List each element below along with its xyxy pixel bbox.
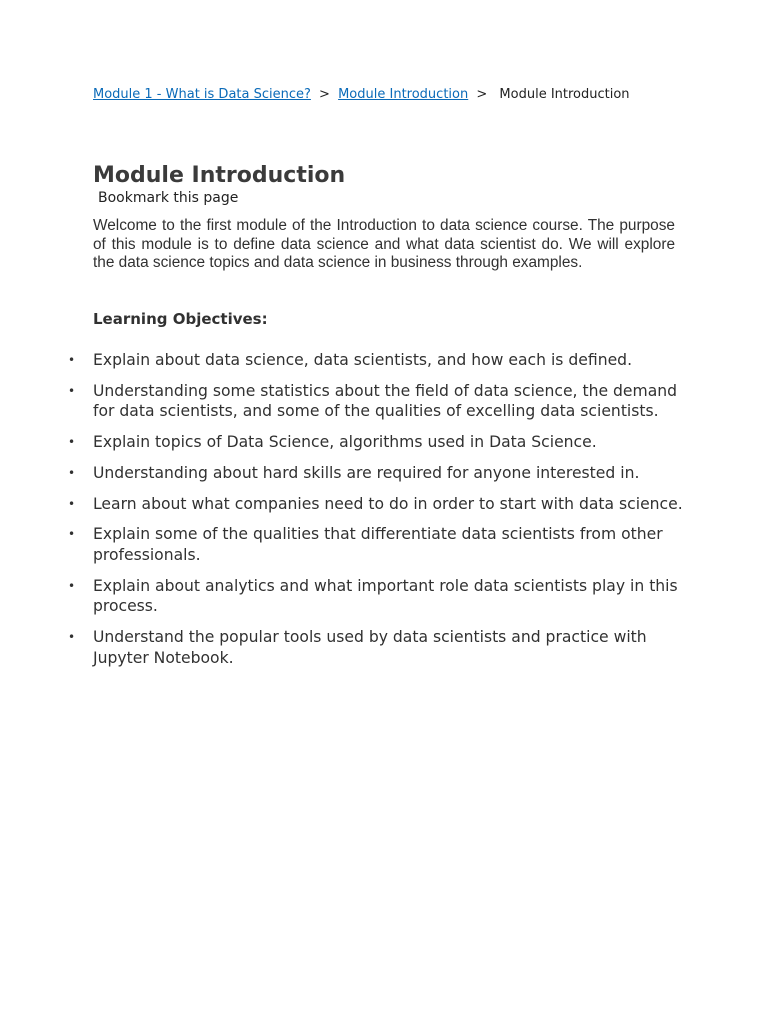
objective-text: Explain about analytics and what important role data scientists play in this process.	[93, 576, 678, 616]
bullet-icon: •	[68, 435, 76, 450]
objective-text: Understanding some statistics about the field of data science, the demand for data scientists, and some of the qualities of excelling data scientists.	[93, 381, 678, 421]
list-item	[68, 494, 683, 515]
page-title: Module Introduction	[93, 163, 346, 188]
list-item	[68, 432, 683, 453]
breadcrumb-separator: >	[319, 87, 330, 102]
objectives-list	[68, 350, 683, 678]
objective-text: Explain about data science, data scientists, and how each is defined.	[93, 351, 633, 369]
bookmark-label: Bookmark this page	[98, 190, 239, 206]
bullet-icon: •	[68, 578, 76, 593]
list-item	[68, 350, 683, 371]
course-page	[68, 86, 683, 667]
bullet-icon: •	[68, 353, 76, 367]
bullet-icon: •	[68, 630, 76, 645]
breadcrumb-link-section[interactable]: Module Introduction	[338, 87, 469, 102]
breadcrumb-link-module[interactable]: Module 1 - What is Data Science?	[93, 87, 311, 102]
breadcrumb-current: Module Introduction	[499, 87, 630, 102]
bullet-icon: •	[68, 465, 76, 480]
list-item	[68, 576, 683, 617]
list-item	[68, 381, 683, 422]
list-item	[68, 463, 683, 484]
objective-text: Learn about what companies need to do in order to start with data science.	[93, 494, 683, 513]
list-item	[68, 627, 683, 668]
objectives-heading: Learning Objectives:	[93, 310, 268, 328]
objective-text: Explain some of the qualities that differentiate data scientists from other professionals.	[93, 525, 663, 564]
breadcrumb	[93, 86, 675, 104]
intro-paragraph: Welcome to the first module of the Introduction to data science course. The purpose of this module is to define data science and what data scientist do. We will explore the data science topics and data science in business through examples.	[93, 217, 675, 271]
bullet-icon: •	[68, 383, 76, 398]
bullet-icon: •	[68, 496, 76, 511]
objective-text: Explain topics of Data Science, algorithms used in Data Science.	[93, 433, 597, 452]
objective-text: Understanding about hard skills are required for anyone interested in.	[93, 463, 640, 482]
bullet-icon: •	[68, 527, 76, 542]
list-item	[68, 524, 683, 565]
bookmark-button[interactable]	[93, 189, 238, 207]
objective-text: Understand the popular tools used by data scientists and practice with Jupyter Notebook.	[93, 628, 647, 667]
breadcrumb-separator: >	[476, 87, 488, 102]
